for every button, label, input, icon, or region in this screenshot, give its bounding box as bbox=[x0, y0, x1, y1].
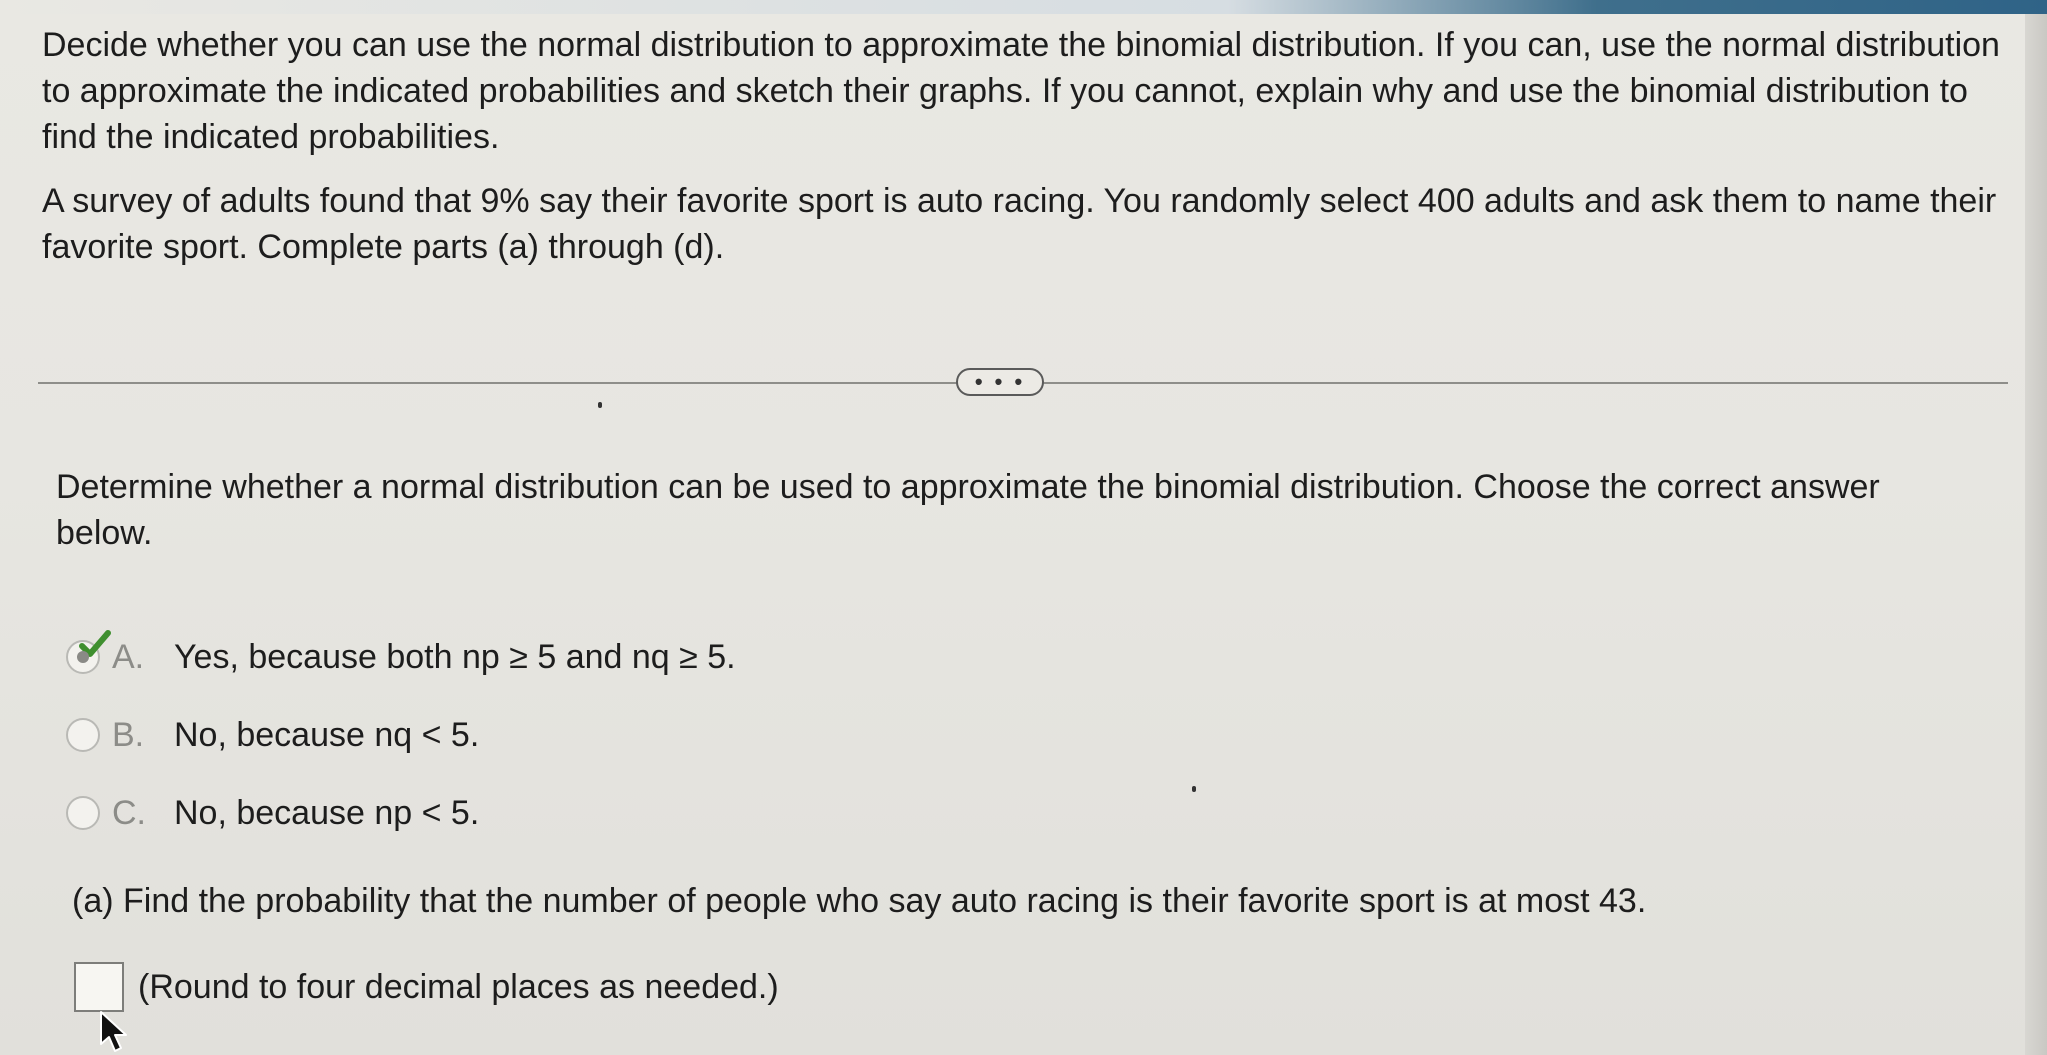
rounding-hint: (Round to four decimal places as needed.) bbox=[138, 967, 779, 1006]
option-a-radio[interactable] bbox=[66, 640, 100, 674]
instructions-text: Decide whether you can use the normal distribution to approximate the binomial distribution. If you can, use the normal distribution to approximate the indicated probabilities and sketch their graphs. If you cannot, explain why and use the binomial distribution to find the indicated probabilities. bbox=[42, 26, 2000, 156]
mouse-pointer-icon bbox=[98, 1010, 130, 1054]
option-b-text: No, because nq < 5. bbox=[174, 715, 480, 754]
option-b[interactable] bbox=[66, 696, 736, 774]
top-accent-bar bbox=[0, 0, 2047, 14]
scenario-text: A survey of adults found that 9% say their favorite sport is auto racing. You randomly select 400 adults and ask them to name their favorite sport. Complete parts (a) through (d). bbox=[42, 182, 1997, 266]
part-a-answer-input[interactable] bbox=[74, 962, 124, 1012]
option-a[interactable] bbox=[66, 618, 736, 696]
part-a-prompt: (a) Find the probability that the number of people who say auto racing is their favorite sport is at most 43. bbox=[72, 882, 1647, 920]
option-c-letter: C. bbox=[112, 793, 146, 832]
option-c-text: No, because np < 5. bbox=[174, 793, 480, 832]
part-a-answer-row bbox=[74, 962, 779, 1012]
answer-options bbox=[66, 618, 736, 852]
option-a-text: Yes, because both np ≥ 5 and nq ≥ 5. bbox=[174, 637, 736, 676]
problem-statement bbox=[42, 22, 2002, 288]
stray-mark bbox=[1192, 786, 1196, 792]
stray-mark bbox=[598, 402, 602, 408]
option-c[interactable] bbox=[66, 774, 736, 852]
right-edge-panel bbox=[2025, 14, 2047, 1055]
option-b-letter: B. bbox=[112, 715, 145, 754]
checkmark-icon bbox=[78, 630, 112, 660]
question-prompt: Determine whether a normal distribution can be used to approximate the binomial distribution. Choose the correct answer below. bbox=[56, 468, 1880, 552]
expand-more-button[interactable]: • • • bbox=[956, 368, 1044, 396]
option-c-radio[interactable] bbox=[66, 796, 100, 830]
option-a-letter: A. bbox=[112, 637, 145, 676]
option-b-radio[interactable] bbox=[66, 718, 100, 752]
